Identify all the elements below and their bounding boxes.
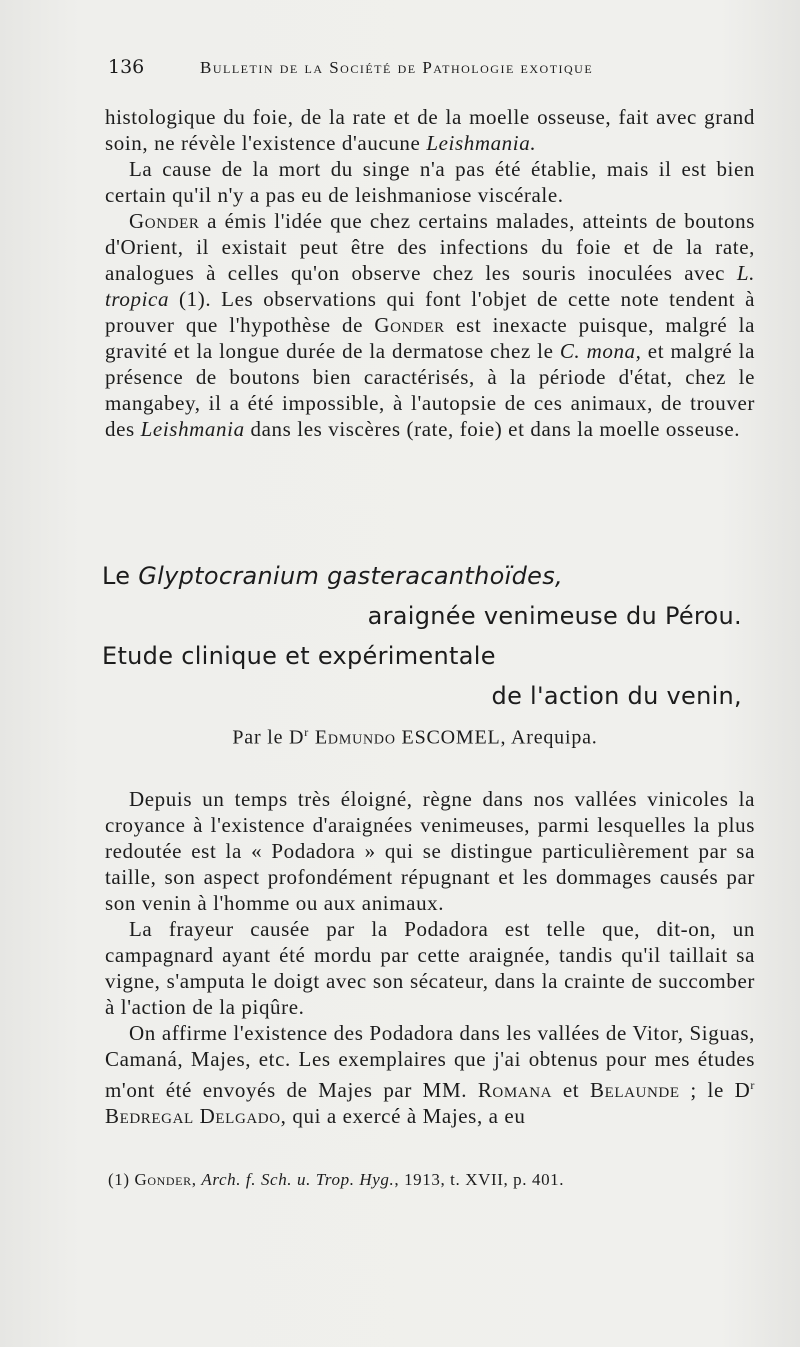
section-continued — [105, 104, 755, 442]
title-line: de l'action du venin, — [491, 682, 742, 710]
footnote: (1) Gonder, Arch. f. Sch. u. Trop. Hyg., 1913, t. XVII, p. 401. — [108, 1170, 565, 1189]
paragraph: La frayeur causée par la Podadora est telle que, dit-on, un campagnard ayant été mordu par cette araignée, tandis qu'il taillait sa vigne, s'amputa le doigt avec son sécateur, dans la crainte de succomber à l'action de la piqûre. — [105, 917, 755, 1019]
running-header — [0, 56, 800, 86]
title-line: Etude clinique et expérimentale — [102, 642, 496, 670]
paragraph: La cause de la mort du singe n'a pas été établie, mais il est bien certain qu'il n'y a pas eu de leishmaniose viscérale. — [105, 157, 755, 207]
person-name: Belaunde — [589, 1078, 680, 1102]
title-line: araignée venimeuse du Pérou. — [367, 602, 742, 630]
author-name: Gonder — [374, 313, 445, 337]
author-name: Edmundo — [314, 726, 396, 749]
person-name: Romana — [477, 1078, 553, 1102]
byline: Par le $D^r$ Edmundo ESCOMEL, Arequipa. — [232, 725, 598, 749]
journal-title: Bulletin de la Société de Pathologie exotique — [200, 58, 594, 77]
author-name: Gonder — [134, 1170, 192, 1189]
paragraph: Depuis un temps très éloigné, règne dans nos vallées vinicoles la croyance à l'existence d'araignées venimeuses, parmi lesquelles la plus redoutée est la « Podadora » qui se distingue particulièrement par sa taille, son aspect profondément répugnant et les dommages causés par son venin à l'homme ou aux animaux. — [105, 787, 755, 915]
paragraph: histologique du foie, de la rate et de la moelle osseuse, fait avec grand soin, ne révèle l'existence d'aucune Leishmania. — [105, 105, 755, 155]
article-body — [105, 786, 755, 1129]
author-name: Gonder — [129, 209, 200, 233]
title-line: Le Glyptocranium gasteracanthoïdes, — [102, 562, 563, 590]
person-name: Bedregal Delgado — [105, 1104, 281, 1128]
page-number: 136 — [108, 56, 145, 78]
article-title — [102, 556, 742, 716]
paragraph: On affirme l'existence des Podadora dans les vallées de Vitor, Siguas, Camaná, Majes, etc. Les exemplaires que j'ai obtenus pour mes études m'ont été envoyés de Majes par MM. Romana et Belaunde ; le $D^r$ Bedregal Delgado, qui a exercé à Majes, a eu — [105, 1021, 755, 1128]
author-surname: ESCOMEL — [401, 726, 501, 749]
paragraph: Gonder a émis l'idée que chez certains malades, atteints de boutons d'Orient, il existait peut être des infections du foie et de la rate, analogues à celles qu'on observe chez les souris inoculées avec L. tropica (1). Les observations qui font l'objet de cette note tendent à prouver que l'hypothèse de Gonder est inexacte puisque, malgré la gravité et la longue durée de la dermatose chez le C. mona, et malgré la présence de boutons bien caractérisés, à la période d'état, chez le mangabey, il a été impossible, à l'autopsie de ces animaux, de trouver des Leishmania dans les viscères (rate, foie) et dans la moelle osseuse. — [105, 209, 755, 441]
